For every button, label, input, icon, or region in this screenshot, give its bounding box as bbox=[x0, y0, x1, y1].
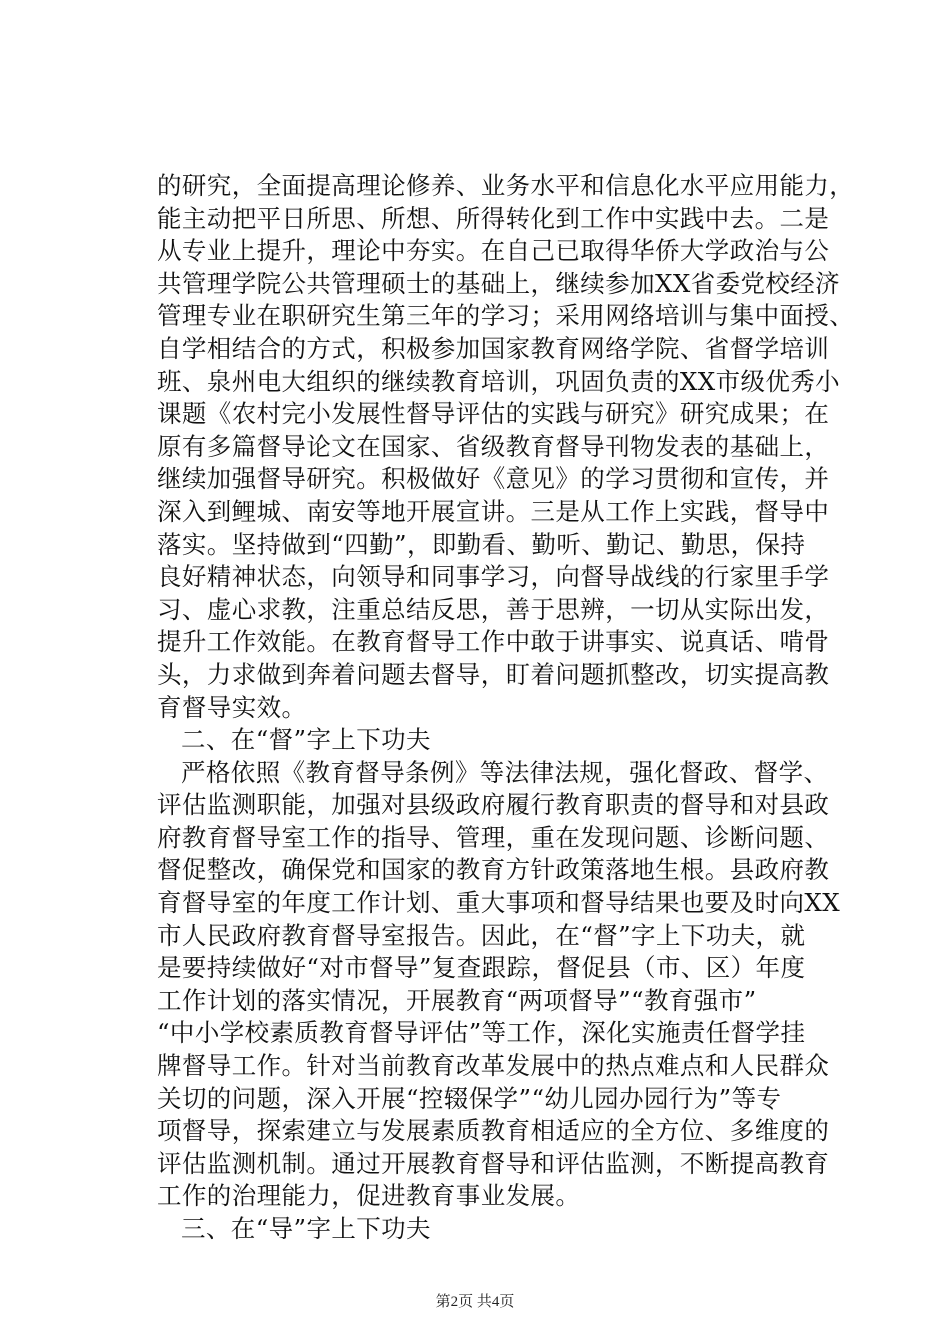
text-line: 从专业上提升，理论中夯实。在自己已取得华侨大学政治与公 bbox=[157, 236, 830, 266]
text-line: 深入到鲤城、南安等地开展宣讲。三是从工作上实践，督导中 bbox=[157, 496, 830, 526]
text-line: 市人民政府教育督导室报告。因此，在“督”字上下功夫，就 bbox=[157, 920, 806, 950]
text-line: 自学相结合的方式，积极参加国家教育网络学院、省督学培训 bbox=[157, 333, 830, 363]
text-line: “中小学校素质教育督导评估”等工作，深化实施责任督学挂 bbox=[157, 1018, 806, 1048]
text-line: 工作计划的落实情况，开展教育“两项督导”“教育强市” bbox=[157, 985, 757, 1015]
text-line: 共管理学院公共管理硕士的基础上，继续参加XX省委党校经济 bbox=[157, 268, 841, 298]
text-line: 能主动把平日所思、所想、所得转化到工作中实践中去。二是 bbox=[157, 203, 830, 233]
text-line: 课题《农村完小发展性督导评估的实践与研究》研究成果；在 bbox=[157, 399, 830, 429]
text-line: 府教育督导室工作的指导、管理，重在发现问题、诊断问题、 bbox=[157, 822, 830, 852]
text-line: 习、虚心求教，注重总结反思，善于思辨，一切从实际出发， bbox=[157, 594, 830, 624]
text-line: 管理专业在职研究生第三年的学习；采用网络培训与集中面授、 bbox=[157, 301, 855, 331]
text-line: 评估监测机制。通过开展教育督导和评估监测，不断提高教育 bbox=[157, 1148, 830, 1178]
text-line: 是要持续做好“对市督导”复查跟踪，督促县（市、区）年度 bbox=[157, 953, 806, 983]
text-line: 育督导实效。 bbox=[157, 692, 307, 722]
text-line: 落实。坚持做到“四勤”，即勤看、勤听、勤记、勤思，保持 bbox=[157, 529, 806, 559]
body-text bbox=[157, 170, 857, 1246]
text-line: 牌督导工作。针对当前教育改革发展中的热点难点和人民群众 bbox=[157, 1051, 830, 1081]
text-line: 原有多篇督导论文在国家、省级教育督导刊物发表的基础上， bbox=[157, 431, 830, 461]
section-heading: 三、在“导”字上下功夫 bbox=[181, 1214, 431, 1243]
text-line: 关切的问题，深入开展“控辍保学”“幼儿园办园行为”等专 bbox=[157, 1083, 782, 1113]
text-line: 良好精神状态，向领导和同事学习，向督导战线的行家里手学 bbox=[157, 562, 830, 592]
text-line: 头，力求做到奔着问题去督导，盯着问题抓整改，切实提高教 bbox=[157, 659, 830, 689]
text-line: 班、泉州电大组织的继续教育培训，巩固负责的XX市级优秀小 bbox=[157, 366, 841, 396]
page-footer: 第2页 共4页 bbox=[435, 1294, 515, 1310]
text-line: 严格依照《教育督导条例》等法律法规，强化督政、督学、 bbox=[181, 757, 829, 787]
text-line: 继续加强督导研究。积极做好《意见》的学习贯彻和宣传，并 bbox=[157, 464, 830, 494]
text-line: 工作的治理能力，促进教育事业发展。 bbox=[157, 1181, 581, 1211]
text-line: 项督导，探索建立与发展素质教育相适应的全方位、多维度的 bbox=[157, 1116, 830, 1146]
text-line: 评估监测职能，加强对县级政府履行教育职责的督导和对县政 bbox=[157, 790, 830, 820]
text-line: 提升工作效能。在教育督导工作中敢于讲事实、说真话、啃骨 bbox=[157, 627, 830, 657]
section-heading: 二、在“督”字上下功夫 bbox=[181, 725, 431, 755]
text-line: 的研究，全面提高理论修养、业务水平和信息化水平应用能力， bbox=[157, 171, 855, 200]
text-line: 育督导室的年度工作计划、重大事项和督导结果也要及时向XX bbox=[157, 888, 841, 918]
text-line: 督促整改，确保党和国家的教育方针政策落地生根。县政府教 bbox=[157, 855, 830, 885]
